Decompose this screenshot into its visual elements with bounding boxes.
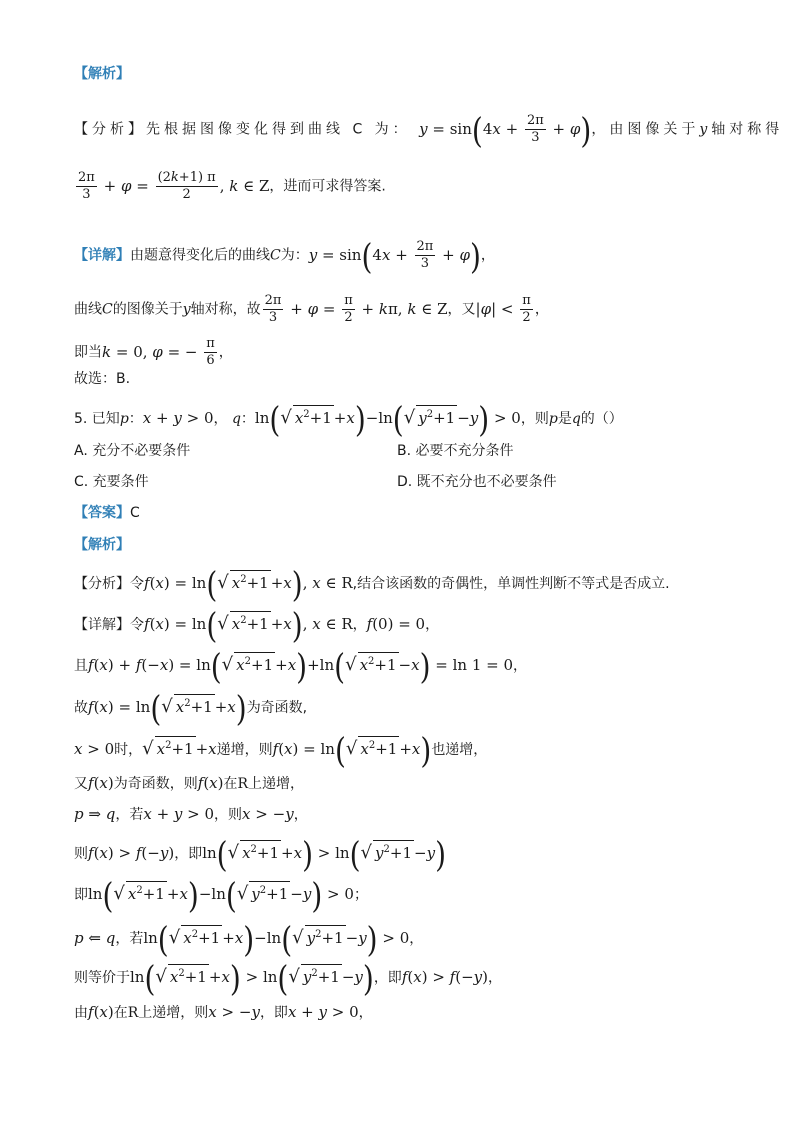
q5-detail5: 又f(x)为奇函数，则f(x)在R上递增， [74, 774, 305, 792]
q5-detail9: p ⇐ q，若ln(√ $x^2+1 +x)-\ln(√$ $y^2+1 -y) > 0$， [74, 918, 424, 960]
q5-option-c[interactable]: C. 充要条件 [74, 474, 149, 490]
q5-jiexi: 【解析】 [74, 537, 130, 553]
q4-detail-line1: 【详解】由题意得变化后的曲线C为：y = sin(4x + $\frac{2\pi}{3}$ + φ)， [74, 235, 495, 277]
q5-analysis: 【分析】令f(x) = ln(√ $x^2+1 +x$), x ∈ R,结合该函数的奇偶性，单调性判断不等式是否成立. [74, 563, 670, 605]
q5-detail3: 故f(x) = ln(√ $x^2+1 +x$)为奇函数, [74, 687, 308, 729]
q4-analysis-line: 【分析】先根据图像变化得到曲线 C 为： y = sin(4x + $\frac{2\pi}{3}$ + φ)，由图像关于y轴对称得 [74, 109, 784, 151]
q5-detail2: 且f(x) + f(−x) = ln(√ $x^2+1 +x)+\ln(√$ $x^2+1 -x) = \ln 1 = 0$， [74, 645, 528, 687]
q5-detail7: 则f(x) > f(−y)，即ln(√ $x^2+1 +x) > \ln(√$ $y^2+1 -y$) [74, 833, 446, 875]
q5-option-d[interactable]: D. 既不充分也不必要条件 [397, 474, 557, 490]
q5-detail1: 【详解】令f(x) = ln(√ $x^2+1 +x$), x ∈ R，f(0) = 0， [74, 604, 440, 646]
q4-detail-line2: 曲线C的图像关于y轴对称，故 $\frac{2\pi}{3}$ + φ = $\frac{\pi}{2}$ + kπ, k ∈ Z，又|φ| < $\frac{\pi}{2}$ ， [74, 293, 549, 325]
q5-option-b[interactable]: B. 必要不充分条件 [397, 443, 514, 459]
q5-detail8: 即ln(√ $x^2+1 +x)-\ln(√$ $y^2+1 -y) > 0$； [74, 874, 368, 916]
analysis-tag: 【分析】 [74, 121, 146, 138]
q5-detail6: p ⇒ q，若x + y > 0，则x > −y， [74, 805, 308, 823]
q5-option-a[interactable]: A. 充分不必要条件 [74, 443, 191, 459]
q4-analysis-line2: $\frac{2\pi}{3}$ + φ = $\frac{(2k+1) \pi}{2}$ , k ∈ Z，进而可求得答案. [78, 170, 386, 202]
section-jiexi: 【解析】 [74, 66, 130, 82]
q5-stem: 5. 已知p：x + y > 0， q：ln(√ $x^2+1 +x)-\ln(√$ $y^2+1 -y) > 0$，则p是q的（） [74, 398, 623, 440]
q5-answer: 【答案】C [74, 505, 140, 521]
q4-choose: 故选：B. [74, 371, 131, 387]
q5-detail4: x > 0时，√ $x^2+1 +x$递增，则f(x) = ln(√ $x^2+1 +x$)也递增， [74, 729, 488, 771]
q5-detail10: 则等价于ln(√ $x^2+1 +x) > \ln(√$ $y^2+1 -y$)，即f(x) > f(−y)， [74, 957, 502, 999]
q5-detail11: 由f(x)在R上递增，则x > −y，即x + y > 0， [74, 1003, 373, 1021]
q4-detail-line3: 即当k = 0, φ = − $\frac{\pi}{6}$ ， [74, 336, 233, 368]
